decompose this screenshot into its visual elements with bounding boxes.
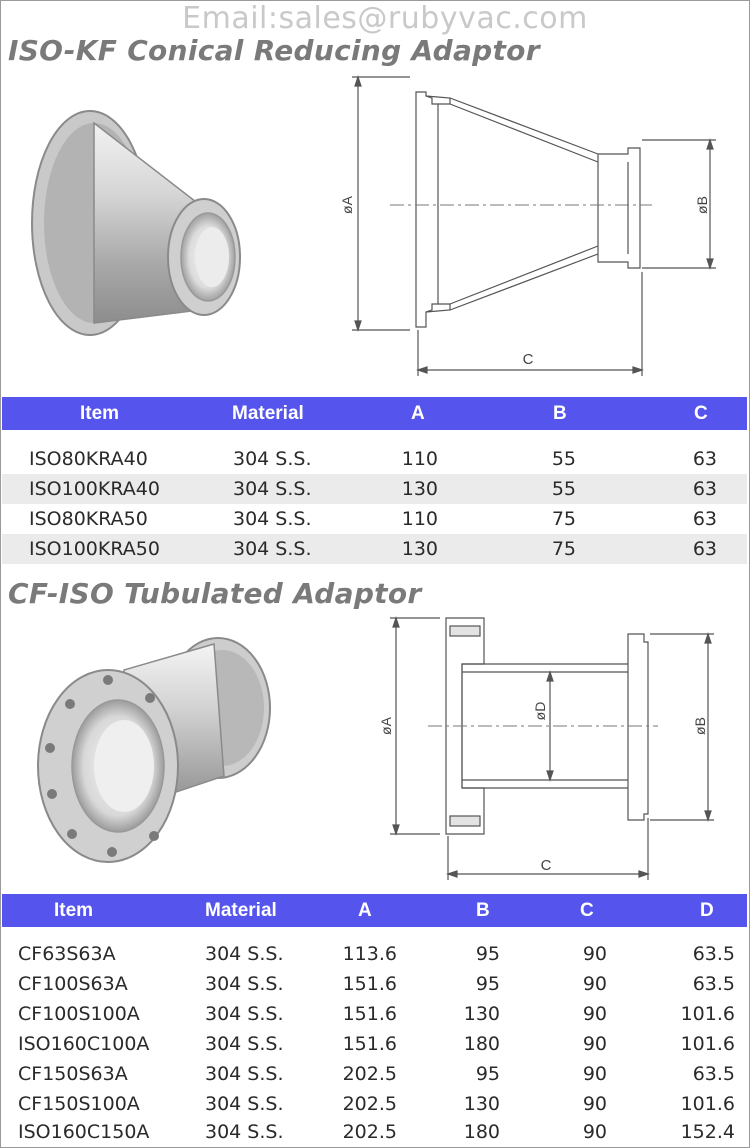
row-c: 63 <box>692 538 717 560</box>
row-item: ISO160C150A <box>18 1121 150 1143</box>
dimension-a-label: øA <box>378 717 394 735</box>
table1-header-material: Material <box>232 403 304 424</box>
table2-row <box>2 1059 747 1089</box>
row-b: 130 <box>463 1003 500 1025</box>
section1-title: ISO-KF Conical Reducing Adaptor <box>8 34 540 67</box>
table1-header <box>2 397 747 430</box>
row-c: 63 <box>692 508 717 530</box>
row-a: 202.5 <box>342 1121 397 1143</box>
row-item: CF63S63A <box>18 943 116 965</box>
row-material: 304 S.S. <box>205 943 284 965</box>
table1-header-a: A <box>411 403 425 424</box>
row-material: 304 S.S. <box>233 448 312 470</box>
dimension-d-label: øD <box>532 701 548 721</box>
row-a: 151.6 <box>342 1033 397 1055</box>
row-a: 130 <box>401 478 438 500</box>
row-material: 304 S.S. <box>233 508 312 530</box>
row-material: 304 S.S. <box>205 1033 284 1055</box>
row-d: 63.5 <box>692 943 735 965</box>
table1-row <box>2 534 747 564</box>
tubulated-adaptor-photo <box>28 636 278 876</box>
dimension-a-label: øA <box>339 196 355 214</box>
row-d: 63.5 <box>692 973 735 995</box>
row-material: 304 S.S. <box>205 1121 284 1143</box>
row-b: 95 <box>475 973 500 995</box>
table1-header-c: C <box>694 403 708 424</box>
table1-row <box>2 504 747 534</box>
row-item: ISO100KRA50 <box>29 538 160 560</box>
small-flange-profile <box>598 148 640 268</box>
row-b: 75 <box>551 508 576 530</box>
row-a: 151.6 <box>342 973 397 995</box>
iso-flange-profile <box>628 634 648 820</box>
row-material: 304 S.S. <box>233 478 312 500</box>
row-b: 55 <box>551 478 576 500</box>
large-flange-profile <box>416 92 438 327</box>
dimension-b-label: øB <box>694 196 710 214</box>
table2-header-material: Material <box>205 900 277 921</box>
row-a: 113.6 <box>342 943 397 965</box>
table2-header-b: B <box>476 900 490 921</box>
row-d: 101.6 <box>680 1093 735 1115</box>
row-c: 90 <box>582 1063 607 1085</box>
conical-adaptor-photo <box>20 105 260 345</box>
table2-row <box>2 1117 747 1147</box>
row-b: 180 <box>463 1033 500 1055</box>
table2-row <box>2 1029 747 1059</box>
row-d: 101.6 <box>680 1033 735 1055</box>
dimension-c-label: C <box>540 857 552 874</box>
row-a: 202.5 <box>342 1093 397 1115</box>
row-material: 304 S.S. <box>205 1063 284 1085</box>
table1-row <box>2 444 747 474</box>
row-material: 304 S.S. <box>205 1003 284 1025</box>
row-item: ISO160C100A <box>18 1033 150 1055</box>
row-c: 90 <box>582 973 607 995</box>
row-c: 90 <box>582 1121 607 1143</box>
row-a: 110 <box>401 448 438 470</box>
row-b: 95 <box>475 1063 500 1085</box>
row-material: 304 S.S. <box>205 973 284 995</box>
row-item: CF100S63A <box>18 973 128 995</box>
table2-row <box>2 969 747 999</box>
email-watermark: Email:sales@rubyvac.com <box>182 1 588 36</box>
row-item: CF100S100A <box>18 1003 140 1025</box>
table2-header-item: Item <box>54 900 94 921</box>
row-b: 55 <box>551 448 576 470</box>
row-a: 202.5 <box>342 1063 397 1085</box>
table1-header-b: B <box>553 403 567 424</box>
table2-row <box>2 1089 747 1119</box>
row-b: 180 <box>463 1121 500 1143</box>
row-material: 304 S.S. <box>233 538 312 560</box>
table1-header-item: Item <box>80 403 120 424</box>
row-item: ISO80KRA40 <box>29 448 148 470</box>
table2-header <box>2 894 747 927</box>
row-a: 130 <box>401 538 438 560</box>
row-c: 90 <box>582 1033 607 1055</box>
row-item: CF150S100A <box>18 1093 140 1115</box>
section2-title: CF-ISO Tubulated Adaptor <box>8 577 422 610</box>
row-b: 75 <box>551 538 576 560</box>
table1-row <box>2 474 747 504</box>
row-a: 110 <box>401 508 438 530</box>
row-material: 304 S.S. <box>205 1093 284 1115</box>
conical-adaptor-drawing <box>330 72 730 382</box>
row-d: 101.6 <box>680 1003 735 1025</box>
row-b: 95 <box>475 943 500 965</box>
row-c: 90 <box>582 1093 607 1115</box>
table2-header-c: C <box>580 900 594 921</box>
dimension-c-label: C <box>522 351 534 368</box>
table2-header-d: D <box>700 900 714 921</box>
row-d: 152.4 <box>680 1121 735 1143</box>
table2-row <box>2 999 747 1029</box>
table2-header-a: A <box>358 900 372 921</box>
row-c: 63 <box>692 448 717 470</box>
row-c: 90 <box>582 1003 607 1025</box>
row-d: 63.5 <box>692 1063 735 1085</box>
row-item: CF150S63A <box>18 1063 128 1085</box>
row-b: 130 <box>463 1093 500 1115</box>
row-item: ISO100KRA40 <box>29 478 160 500</box>
dimension-b-label: øB <box>692 717 708 735</box>
row-item: ISO80KRA50 <box>29 508 148 530</box>
tubulated-adaptor-drawing <box>370 612 730 882</box>
row-a: 151.6 <box>342 1003 397 1025</box>
row-c: 90 <box>582 943 607 965</box>
row-c: 63 <box>692 478 717 500</box>
table2-row <box>2 939 747 969</box>
